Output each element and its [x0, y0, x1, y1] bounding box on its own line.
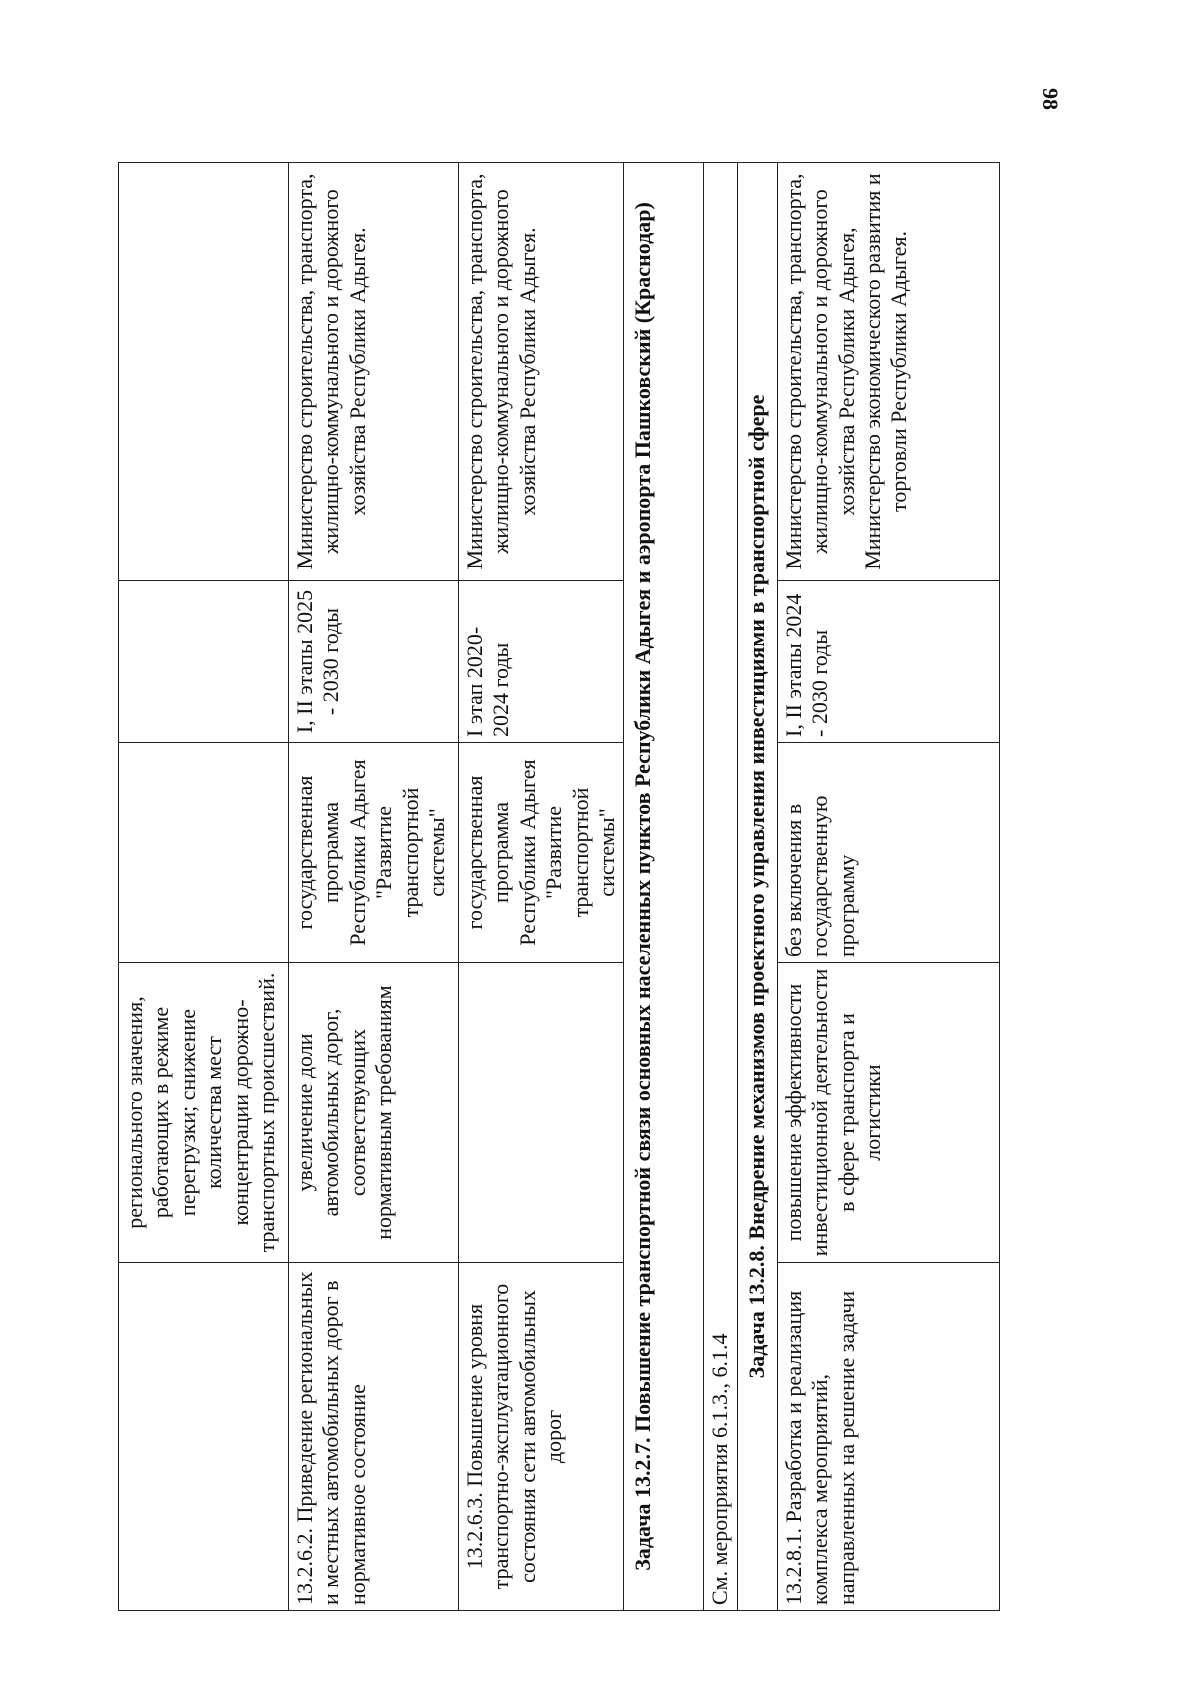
task-1328-heading: Задача 13.2.8. Внедрение механизмов проектного управления инвестициями в транспортной сфере	[738, 163, 777, 1611]
mechanism-cell	[119, 743, 289, 963]
responsible-cell: Министерство строительства, транспорта, жилищно-коммунального и дорожного хозяйства Республики Адыгея, Министерство экономического развития и торговли Республики Адыгея.	[777, 163, 999, 581]
responsible-cell	[119, 163, 289, 581]
task-1327-heading: Задача 13.2.7. Повышение транспортной связи основных населенных пунктов Республики Адыгея и аэропорта Пашковский (Краснодар)	[624, 163, 704, 1611]
task-row	[738, 163, 777, 1611]
mechanism-cell: государственная программа Республики Адыгея "Развитие транспортной системы"	[459, 743, 624, 963]
table-row	[119, 163, 289, 1611]
activity-cell	[119, 1263, 289, 1611]
result-cell: регионального значения, работающих в режиме перегрузки; снижение количества мест концентрации дорожно-транспортных происшествий.	[119, 963, 289, 1263]
activity-cell: 13.2.8.1. Разработка и реализация комплекса мероприятий, направленных на решение задачи	[777, 1263, 999, 1611]
reference-row	[704, 163, 738, 1611]
period-cell	[119, 581, 289, 743]
responsible-cell: Министерство строительства, транспорта, жилищно-коммунального и дорожного хозяйства Республики Адыгея.	[459, 163, 624, 581]
mechanism-cell: государственная программа Республики Адыгея "Развитие транспортной системы"	[289, 743, 459, 963]
period-cell: I этап 2020-2024 годы	[459, 581, 624, 743]
task-row	[624, 163, 704, 1611]
responsible-cell: Министерство строительства, транспорта, жилищно-коммунального и дорожного хозяйства Республики Адыгея.	[289, 163, 459, 581]
activity-cell: 13.2.6.3. Повышение уровня транспортно-эксплуатационного состояния сети автомобильных дорог	[459, 1263, 624, 1611]
reference-cell: См. мероприятия 6.1.3., 6.1.4	[704, 163, 738, 1611]
mechanism-cell: без включения в государственную программу	[777, 743, 999, 963]
period-cell: I, II этапы 2024 - 2030 годы	[777, 581, 999, 743]
period-cell: I, II этапы 2025 - 2030 годы	[289, 581, 459, 743]
result-cell: увеличение доли автомобильных дорог, соответствующих нормативным требованиям	[289, 963, 459, 1263]
table-row	[459, 163, 624, 1611]
result-cell: повышение эффективности инвестиционной деятельности в сфере транспорта и логистики	[777, 963, 999, 1263]
page-number: 98	[1038, 88, 1063, 110]
measures-table	[118, 162, 1000, 1611]
result-cell	[459, 963, 624, 1263]
table-row	[289, 163, 459, 1611]
activity-cell: 13.2.6.2. Приведение региональных и местных автомобильных дорог в нормативное состояние	[289, 1263, 459, 1611]
table-row	[777, 163, 999, 1611]
rotated-table-container	[118, 163, 1058, 1611]
